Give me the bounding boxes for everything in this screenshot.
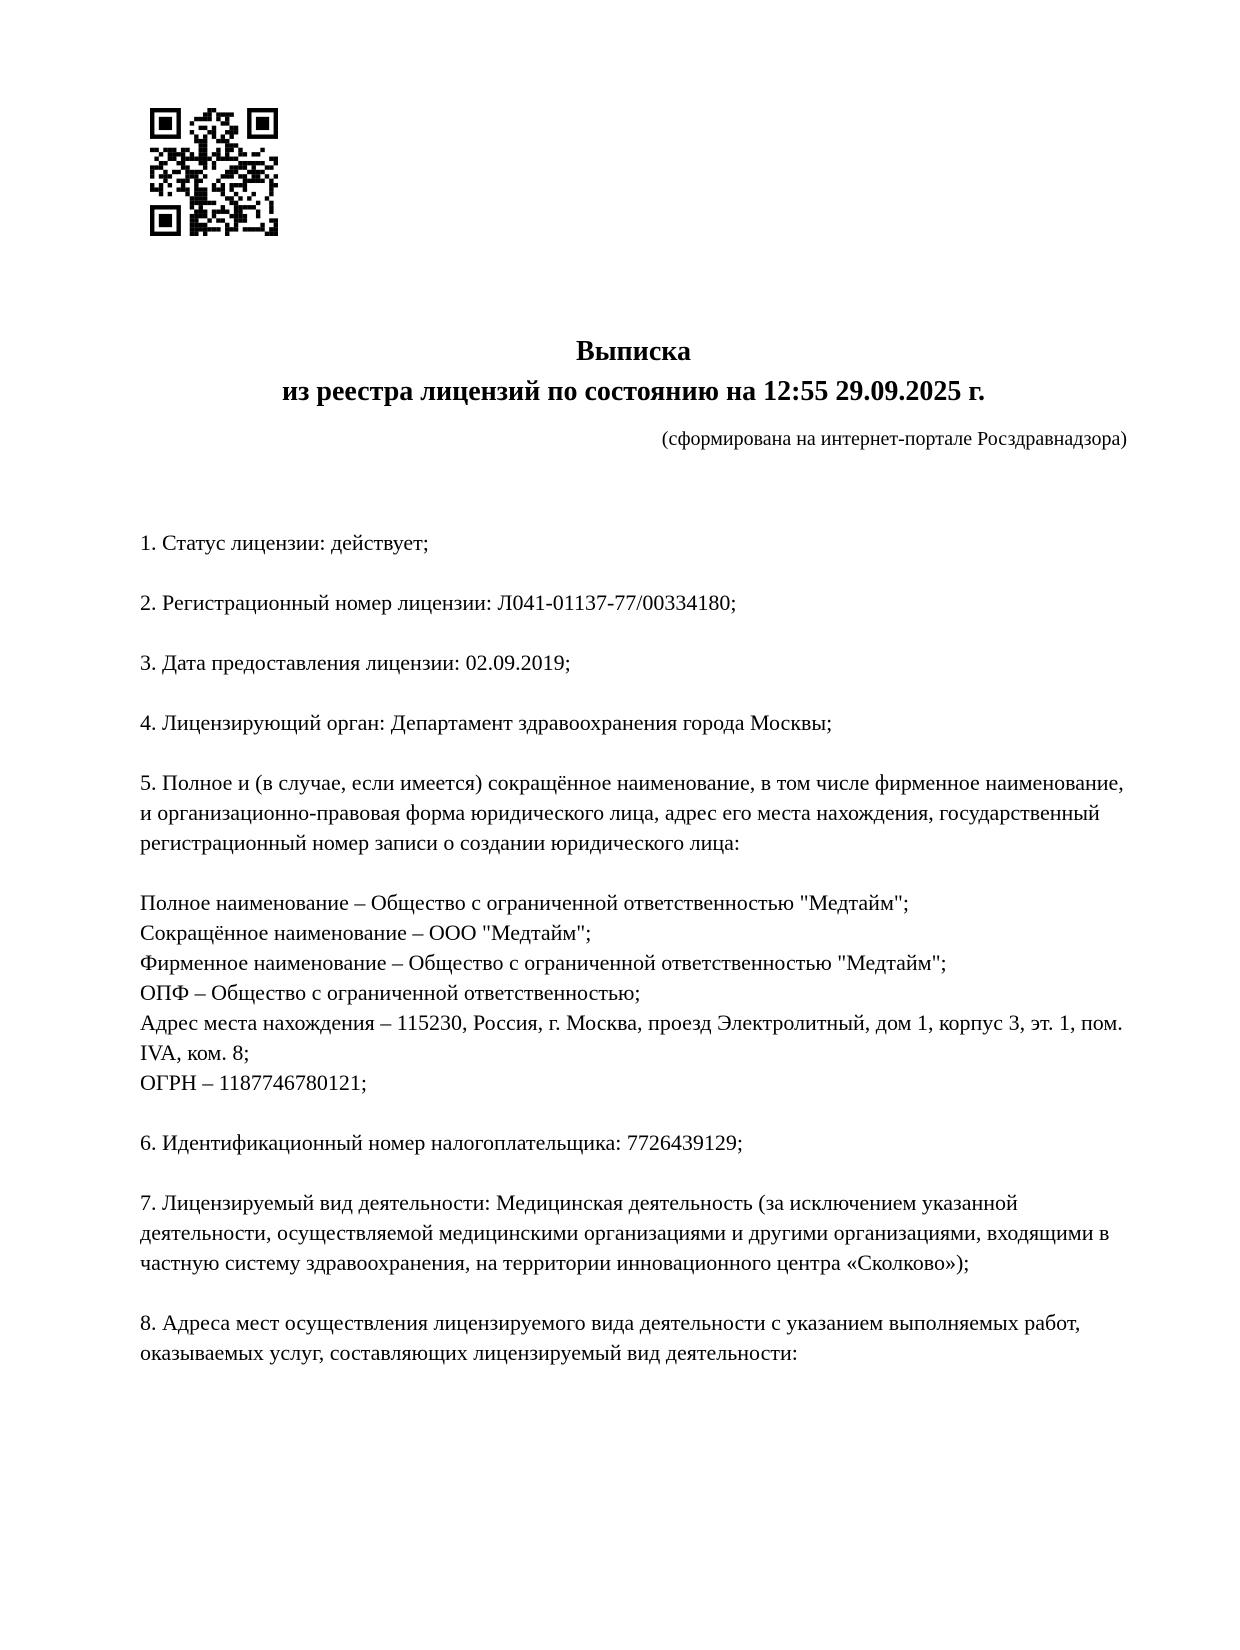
item-8-activity-addresses-heading: 8. Адреса мест осуществления лицензируемого вида деятельности с указанием выполняемых работ, оказываемых услуг, составляющих лицензируемый вид деятельности: (140, 1310, 1081, 1365)
page-title-line1: Выписка (576, 336, 691, 367)
company-legal-form: ОПФ – Общество с ограниченной ответственностью; (140, 980, 641, 1005)
company-brand-name: Фирменное наименование – Общество с ограниченной ответственностью "Медтайм"; (140, 950, 947, 975)
item-6-taxpayer-number: 6. Идентификационный номер налогоплательщика: 7726439129; (140, 1130, 743, 1155)
company-full-name: Полное наименование – Общество с ограниченной ответственностью "Медтайм"; (140, 890, 909, 915)
item-3-license-date: 3. Дата предоставления лицензии: 02.09.2019; (140, 650, 571, 675)
item-5-legal-entity-heading: 5. Полное и (в случае, если имеется) сокращённое наименование, в том числе фирменное наименование, и организационно-правовая форма юридического лица, адрес его места нахождения, государственный регистрационный номер записи о создании юридического лица: (140, 770, 1124, 855)
page-title (140, 332, 1127, 412)
company-ogrn: ОГРН – 1187746780121; (140, 1070, 368, 1095)
company-details-block (140, 888, 1127, 1098)
company-short-name: Сокращённое наименование – ООО "Медтайм"; (140, 920, 592, 945)
page-title-line2: из реестра лицензий по состоянию на 12:55 29.09.2025 г. (282, 376, 985, 407)
document-body (140, 528, 1127, 1368)
item-7-licensed-activity: 7. Лицензируемый вид деятельности: Медицинская деятельность (за исключением указанной деятельности, осуществляемой медицинскими организациями и другими организациями, входящими в частную систему здравоохранения, на территории инновационного центра «Сколково»); (140, 1190, 1110, 1275)
item-4-licensing-authority: 4. Лицензирующий орган: Департамент здравоохранения города Москвы; (140, 710, 833, 735)
item-2-registration-number: 2. Регистрационный номер лицензии: Л041-01137-77/00334180; (140, 590, 737, 615)
company-address: Адрес места нахождения – 115230, Россия, г. Москва, проезд Электролитный, дом 1, корпус 3, эт. 1, пом. IVA, ком. 8; (140, 1010, 1123, 1065)
generation-note: (сформирована на интернет-портале Росздравнадзора) (661, 428, 1127, 450)
item-1-license-status: 1. Статус лицензии: действует; (140, 530, 429, 555)
qr-code-icon (150, 108, 278, 236)
